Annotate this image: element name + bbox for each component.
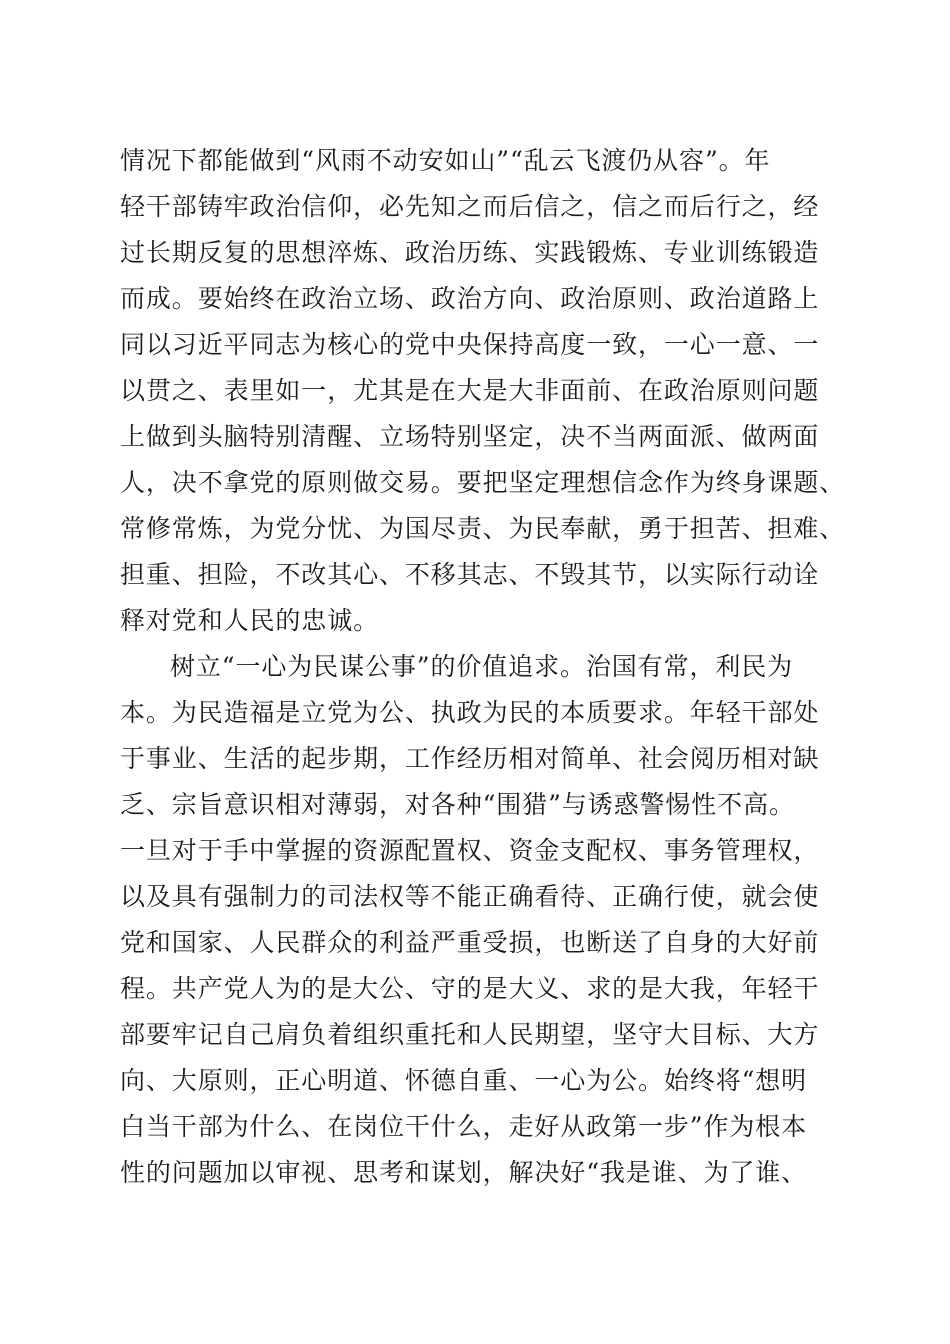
text-line: 向、大原则，正心明道、怀德自重、一心为公。始终将“想明 [120, 1066, 808, 1095]
text-line: 情况下都能做到“风雨不动安如山”“乱云飞渡仍从容”。年 [120, 146, 771, 175]
text-line: 过长期反复的思想淬炼、政治历练、实践锻炼、专业训练锻造 [120, 238, 820, 267]
text-line: 同以习近平同志为核心的党中央保持高度一致，一心一意、一 [120, 330, 820, 359]
text-line: 部要牢记自己肩负着组织重托和人民期望，坚守大目标、大方 [120, 1020, 820, 1049]
text-line: 乏、宗旨意识相对薄弱，对各种“围猎”与诱惑警惕性不高。 [120, 790, 795, 819]
text-line: 释对党和人民的忠诚。 [120, 606, 380, 635]
text-line: 于事业、生活的起步期，工作经历相对简单、社会阅历相对缺 [120, 744, 820, 773]
text-line: 以及具有强制力的司法权等不能正确看待、正确行使，就会使 [120, 882, 820, 911]
text-line: 白当干部为什么、在岗位干什么，走好从政第一步”作为根本 [120, 1112, 808, 1141]
text-line: 以贯之、表里如一，尤其是在大是大非面前、在政治原则问题 [120, 376, 820, 405]
text-line: 一旦对于手中掌握的资源配置权、资金支配权、事务管理权， [120, 836, 820, 865]
text-line: 上做到头脑特别清醒、立场特别坚定，决不当两面派、做两面 [120, 422, 820, 451]
text-line: 本。为民造福是立党为公、执政为民的本质要求。年轻干部处 [120, 698, 820, 727]
text-line: 党和国家、人民群众的利益严重受损，也断送了自身的大好前 [120, 928, 820, 957]
text-line: 轻干部铸牢政治信仰，必先知之而后信之，信之而后行之，经 [120, 192, 820, 221]
text-line: 程。共产党人为的是大公、守的是大义、求的是大我，年轻干 [120, 974, 820, 1003]
text-line: 人，决不拿党的原则做交易。要把坚定理想信念作为终身课题、 [120, 468, 846, 497]
text-line: 而成。要始终在政治立场、政治方向、政治原则、政治道路上 [120, 284, 820, 313]
text-line: 性的问题加以审视、思考和谋划，解决好“我是谁、为了谁、 [120, 1158, 808, 1187]
text-line: 常修常炼，为党分忧、为国尽责、为民奉献，勇于担苦、担难、 [120, 514, 846, 543]
paragraph-heading-line: 树立“一心为民谋公事”的价值追求。治国有常，利民为 [170, 652, 794, 681]
text-line: 担重、担险，不改其心、不移其志、不毁其节，以实际行动诠 [120, 560, 820, 589]
